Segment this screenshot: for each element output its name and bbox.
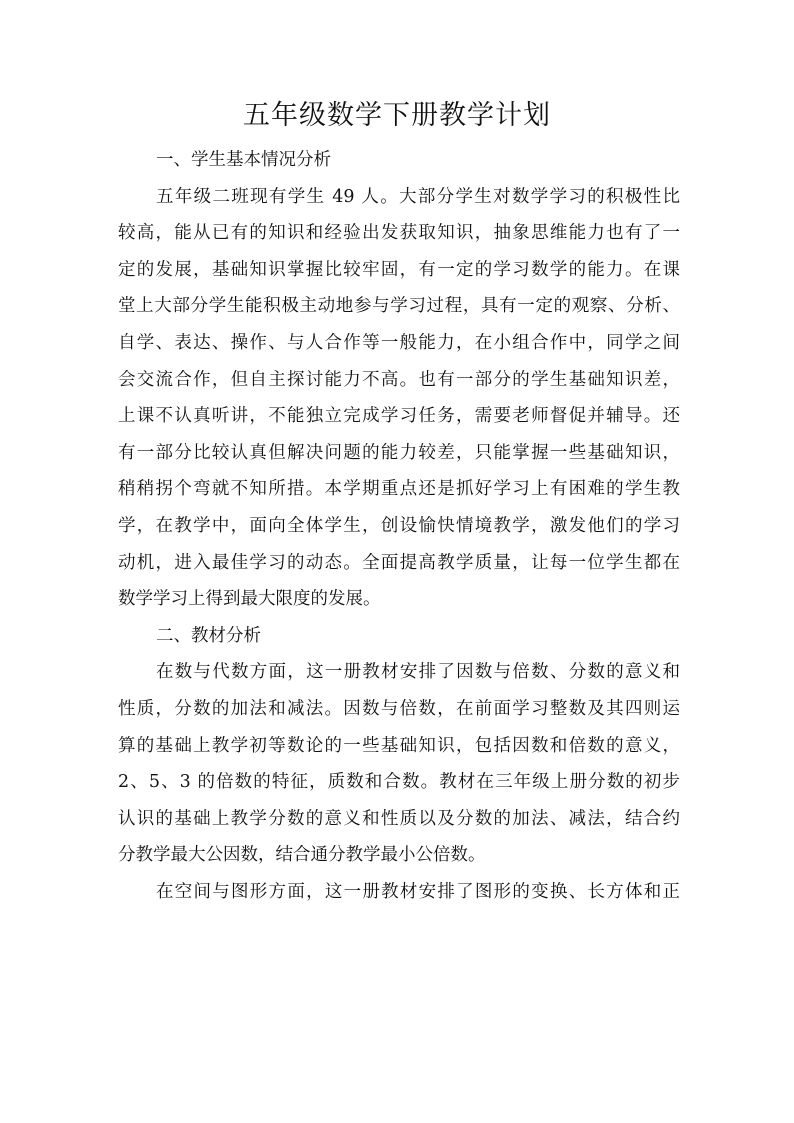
paragraph-line: 算的基础上教学初等数论的一些基础知识，包括因数和倍数的意义， [118, 735, 680, 756]
paragraph-line: 动机，进入最佳学习的动态。全面提高教学质量，让每一位学生都在 [118, 552, 680, 573]
section-heading-1: 一、学生基本情况分析 [156, 150, 331, 170]
paragraph-line: 上课不认真听讲，不能独立完成学习任务，需要老师督促并辅导。还 [118, 406, 680, 427]
paragraph-line: 堂上大部分学生能积极主动地参与学习过程，具有一定的观察、分析、 [118, 296, 680, 317]
paragraph-numbers-algebra [118, 654, 680, 874]
section-heading-2: 二、教材分析 [156, 625, 261, 646]
paragraph-line: 数学学习上得到最大限度的发展。 [118, 589, 381, 610]
paragraph-space-geometry [118, 874, 680, 911]
paragraph-line: 有一部分比较认真但解决问题的能力较差，只能掌握一些基础知识， [118, 442, 680, 463]
paragraph-line: 会交流合作，但自主探讨能力不高。也有一部分的学生基础知识差， [118, 369, 680, 390]
paragraph-line: 分教学最大公因数，结合通分教学最小公倍数。 [118, 845, 486, 866]
paragraph-line: 自学、表达、操作、与人合作等一般能力，在小组合作中，同学之间 [118, 332, 680, 353]
paragraph-line: 性质，分数的加法和减法。因数与倍数，在前面学习整数及其四则运 [118, 698, 680, 719]
paragraph-line: 定的发展，基础知识掌握比较牢固，有一定的学习数学的能力。在课 [118, 259, 680, 280]
paragraph-line: 认识的基础上教学分数的意义和性质以及分数的加法、减法，结合约 [118, 808, 680, 829]
paragraph-line: 五年级二班现有学生 49 人。大部分学生对数学学习的积极性比 [156, 186, 680, 207]
document-body [118, 142, 680, 910]
paragraph-line: 学，在教学中，面向全体学生，创设愉快情境教学，激发他们的学习 [118, 515, 680, 536]
paragraph-line: 稍稍拐个弯就不知所措。本学期重点还是抓好学习上有困难的学生教 [118, 479, 680, 500]
document-title: 五年级数学下册教学计划 [243, 100, 551, 131]
paragraph-line: 2、5、3 的倍数的特征，质数和合数。教材在三年级上册分数的初步 [118, 772, 680, 793]
paragraph-line: 较高，能从已有的知识和经验出发获取知识，抽象思维能力也有了一 [118, 223, 680, 244]
paragraph-line: 在空间与图形方面，这一册教材安排了图形的变换、长方体和正 [156, 881, 680, 902]
paragraph-student-analysis [118, 179, 680, 618]
paragraph-line: 在数与代数方面，这一册教材安排了因数与倍数、分数的意义和 [156, 662, 680, 683]
